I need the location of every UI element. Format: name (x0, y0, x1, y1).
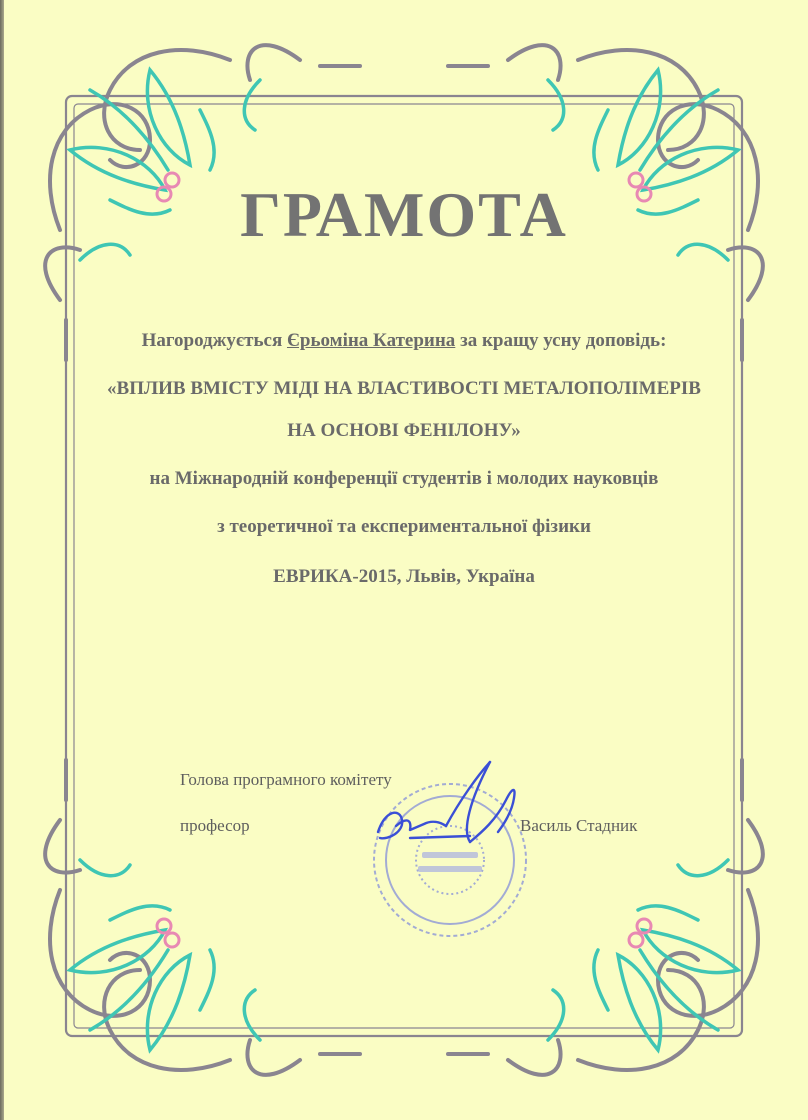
awardee-name: Єрьоміна Катерина (286, 330, 456, 351)
signer-position: Голова програмного комітету (180, 770, 392, 789)
award-prefix: Нагороджується (141, 330, 283, 351)
event-line-1: на Міжнародній конференції студентів і молодих науковців (149, 468, 659, 489)
award-suffix: за кращу усну доповідь: (460, 330, 667, 351)
certificate-title: ГРАМОТА (240, 179, 568, 250)
signer-name: Василь Стадник (520, 816, 638, 835)
event-line-2: з теоретичної та експериментальної фізики (217, 516, 591, 537)
event-line-3: ЕВРИКА-2015, Львів, Україна (273, 566, 535, 587)
topic-line-2: НА ОСНОВІ ФЕНІЛОНУ» (287, 420, 521, 441)
topic-line-1: «ВПЛИВ ВМІСТУ МІДІ НА ВЛАСТИВОСТІ МЕТАЛОПОЛІМЕРІВ (107, 378, 701, 399)
signer-title: професор (180, 816, 250, 835)
